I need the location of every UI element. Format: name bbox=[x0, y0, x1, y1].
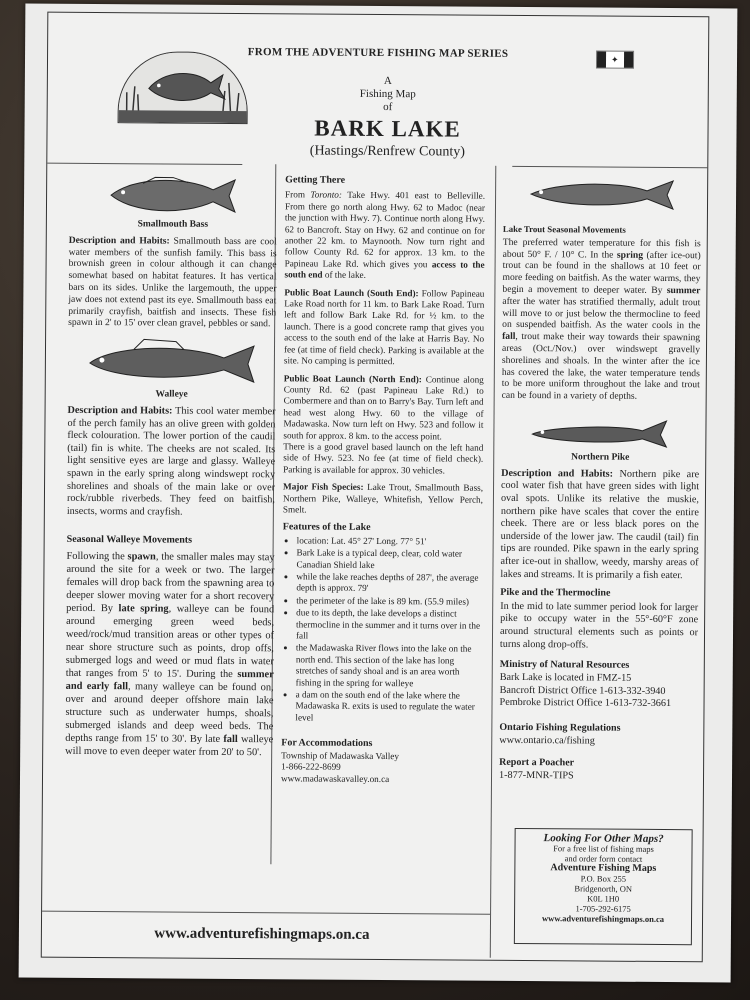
south-launch-lead: Public Boat Launch (South End): bbox=[284, 286, 419, 298]
order-phone: 1-705-292-6175 bbox=[575, 903, 631, 914]
order-title: Looking For Other Maps? bbox=[543, 832, 664, 846]
seasonal-walleye-text: Following the spawn, the smaller males may stay around the site for a week or two. The larger females will drop back from the spawning area to deeper slower moving water for a short recovery period. By late spring, walleye can be found around emerging green weed beds, weed/rock/mud transition areas or other types of near shore structure such as points, drop offs, submerged logs and weed or mud flats in water that ranges from 5' to 15'. During the summer and early fall, many walleye can be found on, over and around deeper offshore main lake structure such as underwater humps, shoals, submerged islands and deep weed beds. The depths range from 15' to 30'. By late fall walleye will move to even deeper water from 20' to 50'. bbox=[65, 550, 275, 759]
ministry-title: Ministry of Natural Resources bbox=[499, 659, 630, 672]
footer-divider bbox=[42, 911, 490, 915]
north-launch-text: Continue along County Rd. 62 (past Papineau Lake Rd.) to Combermere and than on to Barry's Bay. Turn left and head west along Hwy. 60 to the village of Madawaska. Now turn left on Hwy. 523 and follow it south for approx. 8 km. to the access point. bbox=[283, 373, 484, 441]
feature-item: • location: Lat. 45° 27' Long. 77° 51' bbox=[297, 535, 483, 548]
order-po-box: P.O. Box 255 bbox=[580, 873, 627, 884]
title-line-of: of bbox=[383, 101, 393, 114]
walleye-text: This cool water member of the perch family has an olive green with golden fleck colouration. The lower portion of the caudil (tail) fin is white. The cheeks are not scaled. Its light sensitive eyes are large and glassy. Walleye spawn in the early spring along windswept rocky shorelines and shoals of the main lake or over rock/rubble riverbeds. They feed on baitfish, insects, worms and crayfish. bbox=[66, 405, 276, 518]
column-middle bbox=[281, 174, 485, 785]
accommodations-website: www.madawaskavalley.on.ca bbox=[280, 772, 390, 784]
accommodations-phone: 1-866-222-8699 bbox=[281, 761, 341, 772]
county-name: (Hastings/Renfrew County) bbox=[309, 143, 466, 160]
species-lead: Major Fish Species: bbox=[283, 481, 364, 493]
getting-there-title: Getting There bbox=[285, 174, 346, 186]
order-town: Bridgenorth, ON bbox=[574, 883, 633, 894]
pike-thermocline-text: In the mid to late summer period look for larger pike to occupy water in the 55°-60°F zone around structural elements such as points or turns along drop-offs. bbox=[499, 600, 699, 651]
smallmouth-text: Smallmouth bass are cool water members of the sunfish family. This bass is brownish green in colour although it can change somewhat based on habitat features. It has vertical bars on its sides. Unlike the largemouth, the upper jaw does not extend past its eye. Smallmouth bass eat primarily crayfish, baitfish and insects. These fish spawn in 2' to 15' over clean gravel, pebbles or sand. bbox=[68, 235, 277, 330]
feature-item: • Bark Lake is a typical deep, clear, cold water Canadian Shield lake bbox=[296, 548, 482, 572]
fish-logo-icon bbox=[118, 51, 248, 124]
ministry-bancroft: Bancroft District Office 1-613-332-3940 bbox=[499, 684, 666, 697]
order-line-2: and order form contact bbox=[564, 853, 643, 864]
regulations-website: www.ontario.ca/fishing bbox=[499, 734, 595, 747]
smallmouth-lead: Description and Habits: bbox=[68, 234, 170, 247]
ministry-fmz: Bark Lake is located in FMZ-15 bbox=[499, 671, 632, 684]
pike-thermocline-title: Pike and the Thermocline bbox=[500, 586, 611, 599]
ministry-pembroke: Pembroke District Office 1-613-732-3661 bbox=[499, 697, 672, 710]
title-line-fishing-map: Fishing Map bbox=[359, 87, 416, 101]
map-panel bbox=[41, 12, 710, 963]
feature-item: • the perimeter of the lake is 89 km. (55.9 miles) bbox=[296, 595, 482, 608]
pike-lead: Description and Habits: bbox=[501, 467, 614, 480]
map-title-block bbox=[237, 74, 538, 161]
series-title: FROM THE ADVENTURE FISHING MAP SERIES bbox=[247, 46, 509, 60]
lake-name: BARK LAKE bbox=[314, 115, 461, 142]
getting-there-text: From Toronto: Take Hwy. 401 east to Belleville. From there go north along Hwy. 62 to Madoc (near the junction with Hwy. 7). Continue north along Hwy. 62 to Bancroft. Stay on Hwy. 62 and continue on for another 22 km. to Maynooth. Now turn right and follow County Rd. 62 for approx. 13 km. to the Papineau Lake Rd. which gives you access to the south end of the lake. bbox=[284, 189, 486, 281]
lake-trout-text: The preferred water temperature for this fish is about 50° F. / 10° C. In the spring (after ice-out) trout can be found in the shallows at 10 feet or more feeding on baitfish. As the water warms, they begin a movement to deeper water. By summer after the water has stratified thermally, adult trout will move to or just below the thermocline to feed on suspended baitfish. As the water cools in the fall, trout make their way towards their spawning areas (Oct./Nov.) over windswept gravelly shorelines and shoals. In the winter after the ice has covered the lake, the water temperature tends to be more uniform throughout the lake and trout can be found in a variety of depths. bbox=[501, 236, 701, 402]
title-line-a: A bbox=[383, 75, 392, 88]
smallmouth-title: Smallmouth Bass bbox=[137, 219, 209, 230]
column-left bbox=[65, 173, 277, 766]
walleye-lead: Description and Habits: bbox=[67, 404, 173, 417]
smallmouth-bass-icon bbox=[103, 173, 243, 218]
walleye-title: Walleye bbox=[155, 389, 188, 400]
pike-title: Northern Pike bbox=[571, 452, 630, 463]
north-launch-lead: Public Boat Launch (North End): bbox=[283, 372, 422, 384]
seasonal-walleye-title: Seasonal Walleye Movements bbox=[66, 534, 193, 547]
regulations-title: Ontario Fishing Regulations bbox=[499, 721, 621, 734]
lake-trout-title: Lake Trout Seasonal Movements bbox=[502, 223, 626, 235]
poacher-title: Report a Poacher bbox=[499, 757, 575, 769]
features-list bbox=[281, 535, 482, 725]
column-divider bbox=[490, 166, 497, 958]
feature-item: • a dam on the south end of the lake where the Madawaska R. exits is used to regulate the water level bbox=[295, 689, 481, 725]
divider-line bbox=[512, 166, 707, 168]
divider-line bbox=[47, 163, 242, 165]
pike-text: Northern pike are cool water fish that have green sides with light oval spots. Unlike its relative the muskie, northern pike have scales that cover the entire cheek. There are or less black pores on the underside of the lower jaw. The caudil (tail) fin tips are rounded. Pike spawn in the early spring after ice-out in shallow, weedy, marshy areas of lakes and streams. It is primarily a fish eater. bbox=[500, 468, 700, 581]
lake-trout-icon bbox=[527, 176, 677, 213]
feature-item: • due to its depth, the lake develops a distinct thermocline in the summer and it turns over in the fall bbox=[296, 608, 482, 644]
north-launch-text-2: There is a good gravel based launch on the left hand side of Hwy. 523. No fee (at time of field check). Parking is available for approx. 30 vehicles. bbox=[283, 441, 484, 476]
feature-item: • the Madawaska River flows into the lake on the north end. This section of the lake has long stretches of sandy shoal and is an area worth fishing in the spring for walleye bbox=[296, 643, 482, 690]
accommodations-title: For Accommodations bbox=[281, 737, 373, 750]
column-right bbox=[499, 176, 701, 784]
footer-website: www.adventurefishingmaps.on.ca bbox=[154, 925, 370, 943]
canada-flag-icon: ✦ bbox=[596, 51, 634, 69]
species-text: Lake Trout, Smallmouth Bass, Northern Pike, Walleye, Whitefish, Yellow Perch, Smelt. bbox=[282, 482, 484, 515]
northern-pike-icon bbox=[530, 416, 670, 451]
order-website: www.adventurefishingmaps.on.ca bbox=[542, 913, 665, 925]
feature-item: • while the lake reaches depths of 287', the average depth is approx. 79' bbox=[296, 571, 482, 595]
accommodations-township: Township of Madawaska Valley bbox=[281, 750, 400, 761]
order-maps-box bbox=[514, 828, 693, 945]
order-line-1: For a free list of fishing maps bbox=[553, 843, 654, 854]
poacher-phone: 1-877-MNR-TIPS bbox=[498, 769, 574, 782]
walleye-icon bbox=[84, 337, 260, 388]
order-postal: K0L 1H0 bbox=[587, 893, 620, 904]
features-title: Features of the Lake bbox=[282, 521, 371, 534]
order-company: Adventure Fishing Maps bbox=[550, 862, 657, 874]
south-launch-text: Follow Papineau Lake Road north for 11 km. to Bark Lake Road. Turn left and follow Bark Lake Rd. for ½ km. to the launch. There is a good concrete ramp that gives you access to the south end of the lake at Harris Bay. No fee (at time of field check). Parking is available at the site. No camping is permitted. bbox=[283, 287, 485, 367]
map-sheet bbox=[19, 4, 738, 983]
